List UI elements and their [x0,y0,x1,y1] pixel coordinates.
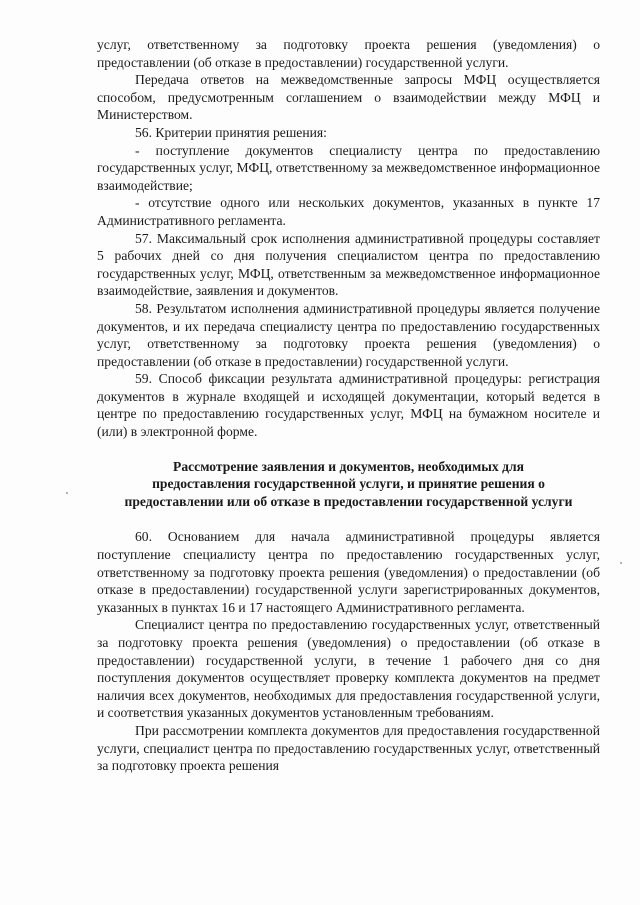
document-body [97,36,600,775]
paragraph-60-specialist: Специалист центра по предоставлению государственных услуг, ответственный за подготовку проекта решения (уведомления) о предоставлении (об отказе в предоставлении) государственной услуги, в течение 1 рабочего дня со дня поступления документов осуществляет проверку комплекта документов на предмет наличия всех документов, необходимых для предоставления государственной услуги, и соответствия указанных документов установленным требованиям. [97,617,600,721]
paragraph-59: 59. Способ фиксации результата административной процедуры: регистрация документов в журнале входящей и исходящей документации, который ведется в центре по предоставлению государственных услуг, МФЦ на бумажном носителе и (или) в электронной форме. [97,371,600,440]
scan-speck [620,562,622,564]
paragraph-continuation: услуг, ответственному за подготовку проекта решения (уведомления) о предоставлении (об отказе в предоставлении) государственной услуги. [97,37,600,70]
paragraph-56-a: - поступление документов специалисту центра по предоставлению государственных услуг, МФЦ, ответственному за межведомственное информационное взаимодействие; [97,142,600,193]
section-60 [97,528,600,774]
heading-line: Рассмотрение заявления и документов, необходимых для [173,458,524,474]
paragraph-60: 60. Основанием для начала административной процедуры является поступление специалисту центра по предоставлению государственных услуг, ответственному за подготовку проекта решения (уведомления) о предоставлении (об отказе в предоставлении) государственной услуги зарегистрированных документов, указанных в пунктах 16 и 17 настоящего Административного регламента. [97,529,600,615]
section-heading [97,458,600,511]
paragraph-58: 58. Результатом исполнения административной процедуры является получение документов, и их передача специалисту центра по предоставлению государственных услуг, ответственному за подготовку проекта решения (уведомления) о предоставлении (об отказе в предоставлении) государственной услуги. [97,300,600,369]
paragraph-transfer: Передача ответов на межведомственные запросы МФЦ осуществляется способом, предусмотренным соглашением о взаимодействии между МФЦ и Министерством. [97,72,600,123]
scan-speck [66,492,68,494]
paragraph-57: 57. Максимальный срок исполнения административной процедуры составляет 5 рабочих дней со дня получения специалистом центра по предоставлению государственных услуг, МФЦ, ответственным за межведомственное информационное взаимодействие, заявления и документов. [97,230,600,299]
section-55-59 [97,36,600,441]
heading-line: предоставления государственной услуги, и принятие решения о [152,476,545,492]
paragraph-56-b: - отсутствие одного или нескольких документов, указанных в пункте 17 Административного регламента. [97,195,600,228]
heading-line: предоставлении или об отказе в предоставлении государственной услуги [124,493,573,509]
paragraph-60-review: При рассмотрении комплекта документов для предоставления государственной услуги, специалист центра по предоставлению государственных услуг, ответственный за подготовку проекта решения [97,722,600,774]
paragraph-56: 56. Критерии принятия решения: [135,124,327,140]
